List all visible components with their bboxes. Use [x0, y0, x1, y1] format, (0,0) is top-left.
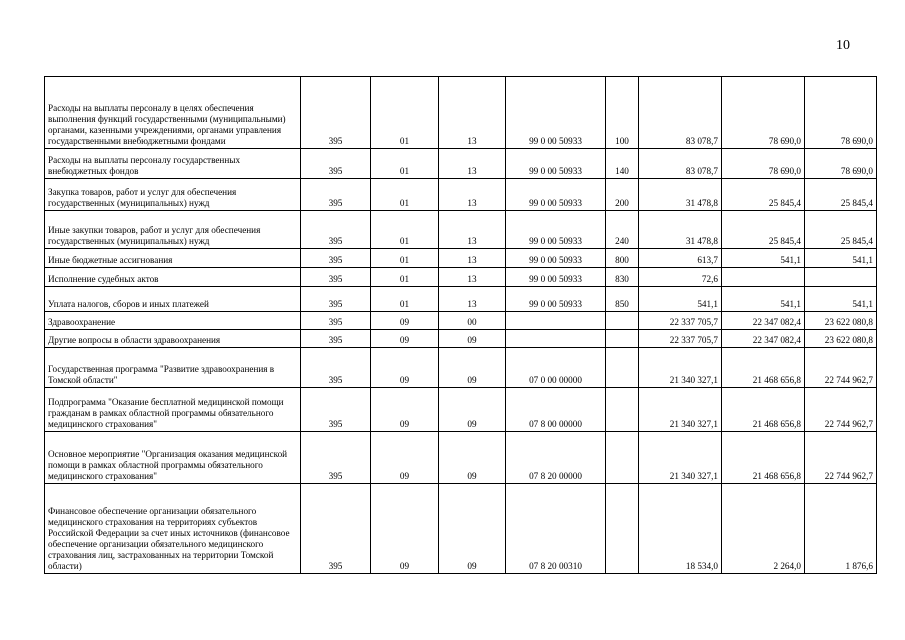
subsection-code-cell: 13 [439, 287, 506, 312]
amount-year1-cell: 21 340 327,1 [639, 388, 722, 432]
amount-year3-cell: 541,1 [805, 287, 877, 312]
expense-name-cell: Расходы на выплаты персоналу в целях обеспечения выполнения функций государственными (муниципальными) органами, казенными учреждениями, органами управления государственными внебюджетными фондами [45, 77, 301, 149]
amount-year1-cell: 31 478,8 [639, 179, 722, 211]
ministry-code-cell: 395 [301, 268, 371, 287]
subsection-code-cell: 13 [439, 77, 506, 149]
expense-name-cell: Финансовое обеспечение организации обязательного медицинского страхования на территориях субъектов Российской Федерации за счет иных источников (финансовое обеспечение организации обязательного медицинского страхования лиц, застрахованных на территории Томской области) [45, 484, 301, 574]
target-article-cell: 99 0 00 50933 [506, 149, 606, 179]
amount-year1-cell: 83 078,7 [639, 77, 722, 149]
expense-type-cell [606, 484, 639, 574]
expense-name-cell: Иные закупки товаров, работ и услуг для обеспечения государственных (муниципальных) нужд [45, 211, 301, 249]
section-code-cell: 09 [371, 388, 439, 432]
amount-year1-cell: 21 340 327,1 [639, 348, 722, 388]
expense-type-cell [606, 330, 639, 348]
expense-type-cell: 850 [606, 287, 639, 312]
target-article-cell: 07 8 00 00000 [506, 388, 606, 432]
subsection-code-cell: 09 [439, 388, 506, 432]
table-row [45, 211, 877, 249]
subsection-code-cell: 09 [439, 432, 506, 484]
ministry-code-cell: 395 [301, 249, 371, 268]
ministry-code-cell: 395 [301, 312, 371, 330]
amount-year1-cell: 22 337 705,7 [639, 312, 722, 330]
expense-type-cell: 240 [606, 211, 639, 249]
expense-type-cell: 830 [606, 268, 639, 287]
amount-year1-cell: 541,1 [639, 287, 722, 312]
table-row [45, 268, 877, 287]
ministry-code-cell: 395 [301, 388, 371, 432]
amount-year2-cell: 541,1 [722, 287, 805, 312]
table-row [45, 348, 877, 388]
table-row [45, 249, 877, 268]
table-row [45, 432, 877, 484]
target-article-cell: 07 8 20 00310 [506, 484, 606, 574]
table-row [45, 77, 877, 149]
amount-year1-cell: 83 078,7 [639, 149, 722, 179]
subsection-code-cell: 00 [439, 312, 506, 330]
amount-year3-cell: 22 744 962,7 [805, 388, 877, 432]
table-row [45, 484, 877, 574]
amount-year2-cell: 78 690,0 [722, 149, 805, 179]
expense-name-cell: Основное мероприятие "Организация оказания медицинской помощи в рамках областной программы обязательного медицинского страхования" [45, 432, 301, 484]
target-article-cell: 99 0 00 50933 [506, 211, 606, 249]
amount-year1-cell: 31 478,8 [639, 211, 722, 249]
expense-type-cell [606, 312, 639, 330]
target-article-cell [506, 312, 606, 330]
subsection-code-cell: 13 [439, 249, 506, 268]
section-code-cell: 01 [371, 77, 439, 149]
amount-year2-cell: 22 347 082,4 [722, 312, 805, 330]
amount-year3-cell: 78 690,0 [805, 77, 877, 149]
section-code-cell: 01 [371, 287, 439, 312]
expense-name-cell: Подпрограмма "Оказание бесплатной медицинской помощи гражданам в рамках областной программы обязательного медицинского страхования" [45, 388, 301, 432]
amount-year3-cell: 25 845,4 [805, 211, 877, 249]
expense-type-cell [606, 432, 639, 484]
expense-name-cell: Закупка товаров, работ и услуг для обеспечения государственных (муниципальных) нужд [45, 179, 301, 211]
amount-year2-cell: 541,1 [722, 249, 805, 268]
amount-year2-cell: 22 347 082,4 [722, 330, 805, 348]
section-code-cell: 01 [371, 211, 439, 249]
ministry-code-cell: 395 [301, 287, 371, 312]
amount-year2-cell: 2 264,0 [722, 484, 805, 574]
section-code-cell: 09 [371, 484, 439, 574]
target-article-cell: 07 0 00 00000 [506, 348, 606, 388]
page-number: 10 [836, 38, 850, 53]
expense-name-cell: Иные бюджетные ассигнования [45, 249, 301, 268]
amount-year3-cell: 23 622 080,8 [805, 312, 877, 330]
amount-year3-cell [805, 268, 877, 287]
subsection-code-cell: 13 [439, 268, 506, 287]
amount-year1-cell: 613,7 [639, 249, 722, 268]
section-code-cell: 01 [371, 249, 439, 268]
target-article-cell: 99 0 00 50933 [506, 249, 606, 268]
subsection-code-cell: 09 [439, 348, 506, 388]
table-body [45, 77, 877, 574]
subsection-code-cell: 13 [439, 149, 506, 179]
subsection-code-cell: 13 [439, 211, 506, 249]
subsection-code-cell: 13 [439, 179, 506, 211]
section-code-cell: 01 [371, 179, 439, 211]
expense-name-cell: Здравоохранение [45, 312, 301, 330]
ministry-code-cell: 395 [301, 348, 371, 388]
target-article-cell: 99 0 00 50933 [506, 77, 606, 149]
amount-year1-cell: 22 337 705,7 [639, 330, 722, 348]
amount-year2-cell: 78 690,0 [722, 77, 805, 149]
expense-type-cell [606, 388, 639, 432]
expense-name-cell: Государственная программа "Развитие здравоохранения в Томской области" [45, 348, 301, 388]
amount-year3-cell: 1 876,6 [805, 484, 877, 574]
budget-table [44, 76, 877, 574]
ministry-code-cell: 395 [301, 149, 371, 179]
section-code-cell: 09 [371, 330, 439, 348]
target-article-cell: 99 0 00 50933 [506, 268, 606, 287]
ministry-code-cell: 395 [301, 432, 371, 484]
expense-name-cell: Другие вопросы в области здравоохранения [45, 330, 301, 348]
amount-year3-cell: 25 845,4 [805, 179, 877, 211]
amount-year3-cell: 23 622 080,8 [805, 330, 877, 348]
table-row [45, 179, 877, 211]
table-row [45, 149, 877, 179]
amount-year3-cell: 22 744 962,7 [805, 432, 877, 484]
expense-name-cell: Уплата налогов, сборов и иных платежей [45, 287, 301, 312]
amount-year3-cell: 541,1 [805, 249, 877, 268]
table-row [45, 388, 877, 432]
target-article-cell [506, 330, 606, 348]
expense-name-cell: Расходы на выплаты персоналу государственных внебюджетных фондов [45, 149, 301, 179]
amount-year2-cell: 25 845,4 [722, 211, 805, 249]
amount-year2-cell: 21 468 656,8 [722, 432, 805, 484]
expense-type-cell: 800 [606, 249, 639, 268]
target-article-cell: 07 8 20 00000 [506, 432, 606, 484]
section-code-cell: 01 [371, 149, 439, 179]
table-row [45, 312, 877, 330]
ministry-code-cell: 395 [301, 77, 371, 149]
amount-year3-cell: 78 690,0 [805, 149, 877, 179]
amount-year1-cell: 18 534,0 [639, 484, 722, 574]
section-code-cell: 09 [371, 312, 439, 330]
section-code-cell: 09 [371, 348, 439, 388]
table-row [45, 330, 877, 348]
target-article-cell: 99 0 00 50933 [506, 287, 606, 312]
amount-year1-cell: 72,6 [639, 268, 722, 287]
table-row [45, 287, 877, 312]
subsection-code-cell: 09 [439, 484, 506, 574]
expense-type-cell: 140 [606, 149, 639, 179]
amount-year2-cell: 25 845,4 [722, 179, 805, 211]
subsection-code-cell: 09 [439, 330, 506, 348]
amount-year1-cell: 21 340 327,1 [639, 432, 722, 484]
amount-year3-cell: 22 744 962,7 [805, 348, 877, 388]
amount-year2-cell [722, 268, 805, 287]
target-article-cell: 99 0 00 50933 [506, 179, 606, 211]
ministry-code-cell: 395 [301, 484, 371, 574]
section-code-cell: 01 [371, 268, 439, 287]
ministry-code-cell: 395 [301, 330, 371, 348]
amount-year2-cell: 21 468 656,8 [722, 388, 805, 432]
expense-type-cell: 200 [606, 179, 639, 211]
expense-type-cell [606, 348, 639, 388]
amount-year2-cell: 21 468 656,8 [722, 348, 805, 388]
section-code-cell: 09 [371, 432, 439, 484]
ministry-code-cell: 395 [301, 211, 371, 249]
expense-type-cell: 100 [606, 77, 639, 149]
expense-name-cell: Исполнение судебных актов [45, 268, 301, 287]
ministry-code-cell: 395 [301, 179, 371, 211]
